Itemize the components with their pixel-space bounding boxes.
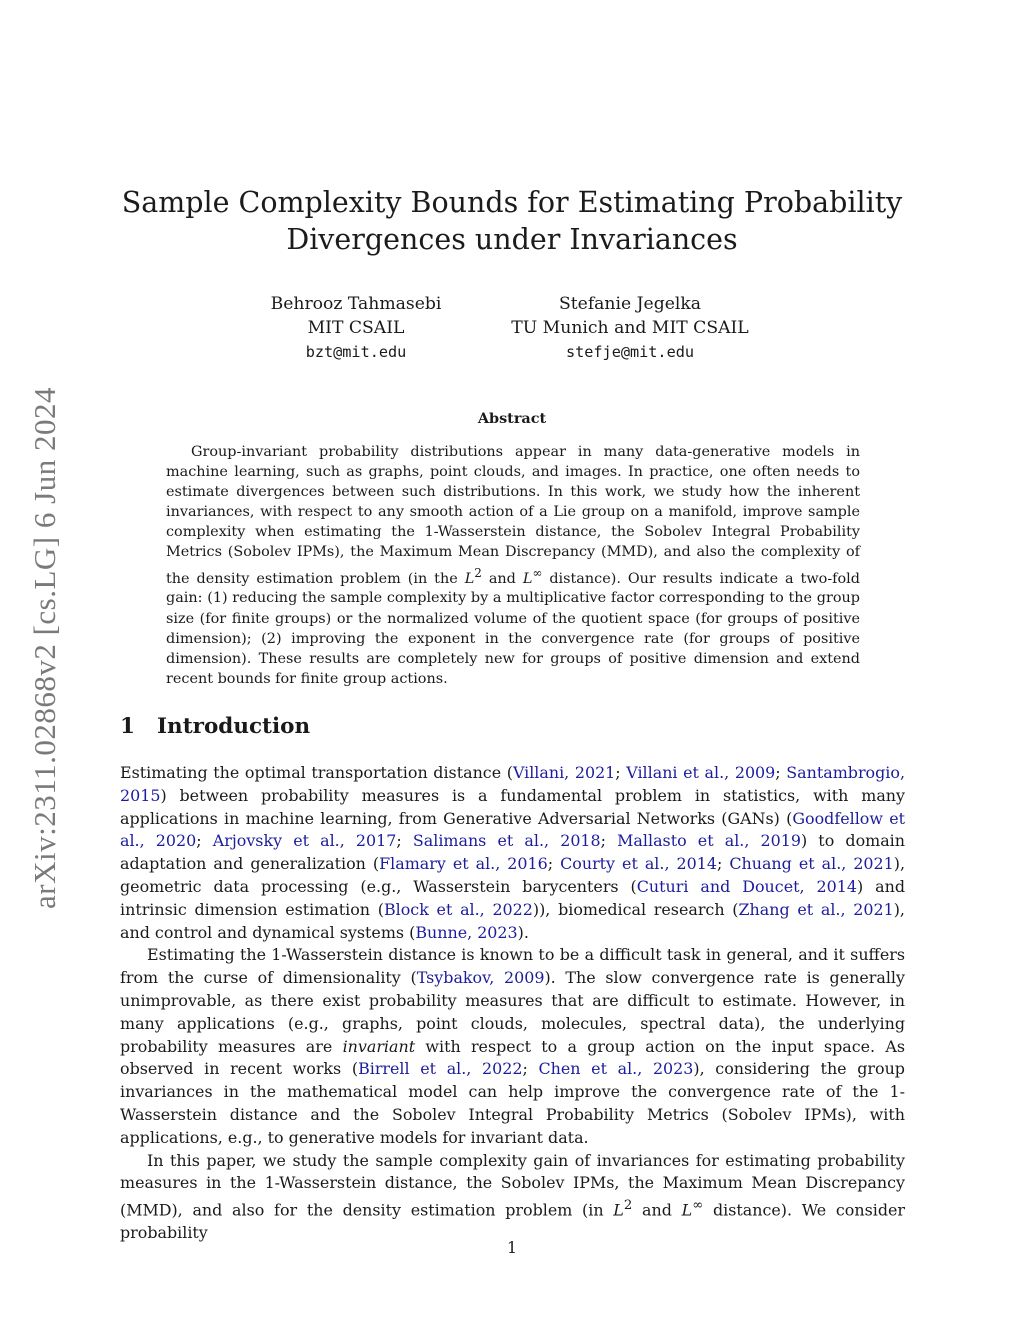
math-sup: ∞ (692, 1198, 704, 1214)
text-segment: ; (396, 831, 413, 851)
citation-link[interactable]: Salimans et al., 2018 (412, 831, 601, 851)
text-segment: ), considering the group invariances in the mathematical model can help improve the convergence rate of the 1-Wasserstein distance and the Sobolev Integral Probability Metrics (Sobolev IPMs), with applications, e.g., to generative models for invariant data. (120, 1059, 905, 1147)
text-segment: ; (196, 831, 213, 851)
page-number: 1 (506, 1238, 518, 1257)
author-affiliation: TU Munich and MIT CSAIL (511, 318, 749, 338)
citation-link[interactable]: Mallasto et al., 2019 (617, 831, 801, 851)
text-segment: ) and intrinsic dimension estimation ( (120, 876, 905, 919)
text-segment: ; (615, 763, 627, 782)
citation-link[interactable]: Flamary et al., 2016 (379, 854, 548, 874)
citation-link[interactable]: Block et al., 2022 (383, 899, 533, 919)
citation-link[interactable]: Cuturi and Doucet, 2014 (636, 876, 857, 896)
math-L: L (681, 1200, 693, 1220)
text-segment: ; (775, 763, 787, 782)
citation-link[interactable]: Courty et al., 2014 (560, 854, 717, 874)
citation-link[interactable]: Villani et al., 2009 (626, 763, 776, 782)
title-line-1: Sample Complexity Bounds for Estimating Probability (121, 186, 903, 219)
math-L: L (613, 1200, 624, 1220)
text-segment: Estimating the optimal transportation distance ( (120, 763, 513, 782)
math-sup: 2 (623, 1198, 633, 1214)
text-segment: ), and control and dynamical systems ( (120, 899, 905, 942)
text-segment: ; (600, 831, 618, 851)
abstract-segment: distance). Our results indicate a two-fold gain: (1) reducing the sample complexity by a multiplicative factor corresponding to the group size (for finite groups) or the normalized volume of the quotient space (for groups of positive dimension); (2) improving the exponent in the convergence rate (for groups of positive dimension). These results are completely new for groups of positive dimension and extend recent bounds for finite group actions. (166, 570, 860, 687)
author-block-1 (236, 292, 476, 364)
text-segment: ; (716, 854, 730, 874)
citation-link[interactable]: Chen et al., 2023 (538, 1059, 694, 1079)
text-segment: with respect to a group action on the input space. As observed in recent works ( (120, 1036, 905, 1079)
section-title: Introduction (157, 714, 311, 739)
citation-link[interactable]: Bunne, 2023 (415, 922, 518, 942)
author-email[interactable]: bzt@mit.edu (305, 343, 407, 361)
author-name: Behrooz Tahmasebi (270, 294, 442, 314)
text-segment: distance). We consider probability (120, 1200, 906, 1243)
author-affiliation: MIT CSAIL (307, 318, 405, 338)
title-line-2: Divergences under Invariances (286, 223, 738, 256)
author-email[interactable]: stefje@mit.edu (565, 343, 694, 361)
citation-link[interactable]: Goodfellow et al., 2020 (120, 808, 905, 851)
citation-link[interactable]: Zhang et al., 2021 (738, 899, 894, 919)
paper-title (0, 184, 1024, 258)
paragraph-1 (120, 762, 905, 944)
abstract-segment: Group-invariant probability distributions appear in many data-generative models in machine learning, such as graphs, point clouds, and images. In practice, one often needs to estimate divergences between such distributions. In this work, we study how the inherent invariances, with respect to any smooth action of a Lie group on a manifold, improve sample complexity when estimating the 1-Wasserstein distance, the Sobolev Integral Probability Metrics (Sobolev IPMs), the Maximum Mean Discrepancy (MMD), and also the complexity of the density estimation problem (in the (166, 444, 860, 587)
text-segment: ), geometric data processing (e.g., Wasserstein barycenters ( (120, 854, 906, 896)
text-segment: ) to domain adaptation and generalization ( (120, 831, 906, 874)
abstract-segment: and (481, 570, 523, 587)
math-L: L (464, 570, 475, 587)
citation-link[interactable]: Birrell et al., 2022 (358, 1059, 523, 1079)
text-segment: Estimating the 1-Wasserstein distance is known to be a difficult task in general, and it suffers from the curse of dimensionality ( (120, 945, 905, 988)
emphasis-text: invariant (342, 1036, 416, 1056)
citation-link[interactable]: Tsybakov, 2009 (416, 968, 545, 988)
paragraph-2 (120, 944, 905, 1149)
text-segment: In this paper, we study the sample complexity gain of invariances for estimating probability measures in the 1-Wasserstein distance, the Sobolev IPMs, the Maximum Mean Discrepancy (MMD), and also for the density estimation problem (in (120, 1150, 905, 1220)
citation-link[interactable]: Santambrogio, 2015 (120, 763, 905, 805)
author-name: Stefanie Jegelka (558, 294, 702, 314)
text-segment: and (632, 1200, 682, 1220)
text-segment: ). (517, 922, 529, 942)
section-heading (120, 714, 310, 739)
text-segment: )), biomedical research ( (532, 899, 739, 919)
section-number: 1 (120, 714, 135, 739)
math-sup: ∞ (532, 565, 543, 580)
text-segment: ; (522, 1059, 539, 1079)
math-L: L (522, 570, 533, 587)
arxiv-identifier: arXiv:2311.02868v2 [cs.LG] 6 Jun 2024 (27, 387, 62, 909)
text-segment: ). The slow convergence rate is generally unimprovable, as there exist probability measures that are difficult to estimate. However, in many applications (e.g., graphs, point clouds, molecules, spectral data), the underlying probability measures are (120, 968, 905, 1056)
text-segment: ; (547, 854, 561, 874)
paragraph-3 (120, 1150, 905, 1245)
abstract-text (166, 442, 860, 689)
body-text (120, 762, 905, 1245)
citation-link[interactable]: Villani, 2021 (512, 763, 616, 782)
math-sup: 2 (474, 565, 482, 580)
citation-link[interactable]: Arjovsky et al., 2017 (212, 831, 397, 851)
author-block-2 (490, 292, 770, 364)
text-segment: ) between probability measures is a fundamental problem in statistics, with many applications in machine learning, from Generative Adversarial Networks (GANs) ( (120, 785, 905, 828)
citation-link[interactable]: Chuang et al., 2021 (729, 854, 894, 874)
abstract-heading: Abstract (477, 410, 547, 427)
